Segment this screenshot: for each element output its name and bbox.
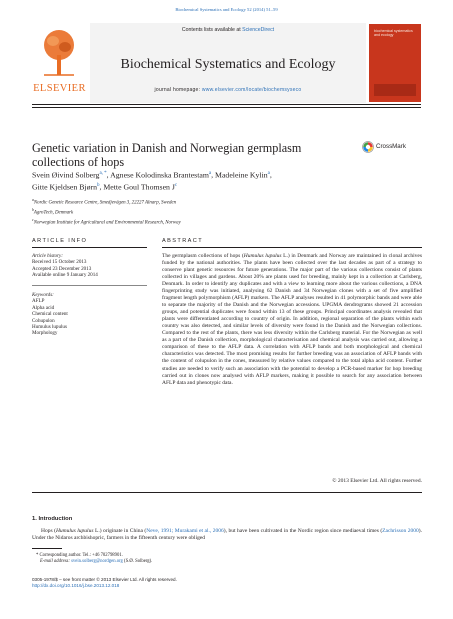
elsevier-tree-icon [42, 27, 76, 77]
crossmark-badge[interactable] [362, 140, 422, 154]
keyword-item: Chemical content [32, 311, 68, 318]
copyright-notice: © 2013 Elsevier Ltd. All rights reserved. [332, 478, 422, 484]
history-accepted: Accepted 23 December 2013 [32, 265, 92, 272]
abstract-part-2: L.) in Denmark and Norway are maintained in clonal archives funded by the national authorities. The plants have been collected over the last decades as part of a strategy to conserve plant genetic resources for future generations. The major part of the various collections consist of plants collected in villages and gardens. About 20% are plants used for breeding, mainly kept in a collection at Carlsberg, Denmark. In order to identify any duplicates and with a view to learning more about the various collections, a DNA fingerprinting study was initiated, analysing 62 Danish and 34 Norwegian clones with a set of five amplified fragment length polymorphism (AFLP) markers. The AFLP analyses resulted in 41 polymorphic bands and were able to separate the majority of the Danish and the Norwegian accessions. UPGMA dendrograms showed 21 accession groups, and potential duplicates were found within 13 of these groups. Principal coordinates analysis revealed that plants were differentiated according to country of origin. In addition, regional separation of the plants within each country was also detected, and similar levels of diversity were found in the Danish and the Norwegian collections. Compared to the rest of the plants, there was less diversity within the Carlsberg material. For the Norwegian as well as a part of the Danish collection, morphological characterisation and chemical analysis was carried out, allowing a comparison of these to the AFLP data. A correlation with AFLP bands and both morphological and chemical characteristics was detected. The most promising results for further breeding was an association of AFLP bands with the content of colupulon in the cones, measured by relative values compared to the total alpha acid content. Further studies are needed to verify such an association with the potential to develop a PCR-based marker for hop breeding carried out in clones now analysed with AFLP markers, making it possible to search for any association between AFLP data and phenotypic data. [162, 253, 423, 386]
contents-availability [90, 27, 366, 33]
email-link[interactable]: svein.solberg@nordgen.org [71, 559, 123, 564]
article-info-heading: ARTICLE INFO [32, 238, 88, 244]
journal-title[interactable]: Biochemical Systematics and Ecology [120, 57, 336, 72]
intro-part-2: L.) originate in China ( [93, 528, 147, 534]
abstract-species: Humulus lupulus [243, 253, 282, 259]
intro-part-1: Hops ( [41, 528, 56, 534]
homepage-url-link[interactable]: www.elsevier.com/locate/biochemsyseco [201, 87, 302, 93]
affiliation-marker: a [32, 198, 34, 202]
introduction-text [32, 528, 422, 542]
keywords-label: Keywords: [32, 292, 54, 298]
section-heading-introduction: 1. Introduction [32, 516, 73, 522]
journal-banner [32, 23, 421, 103]
affiliation-text: AgroTech, Denmark [33, 210, 74, 216]
crossmark-icon [362, 141, 374, 153]
abstract-end-rule [32, 492, 422, 493]
authors-line-1 [32, 169, 422, 181]
email-label: E-mail address: [40, 559, 72, 564]
intro-part-4: ). Under the Nidaros archbishopric, farmers in the fifteenth century were obliged [32, 528, 423, 541]
keyword-item: Cohupulon [32, 317, 55, 324]
affiliation-text: Nordic Genetic Resource Centre, Smedjevägen 3, 22227 Alnarp, Sweden [33, 200, 177, 206]
author-name[interactable]: Madeleine Kylin [215, 170, 268, 180]
author-separator: , [106, 170, 111, 180]
author-name[interactable]: Mette Goul Thomsen J [103, 182, 175, 192]
keyword-item: Alpha acid [32, 304, 55, 311]
citation-link[interactable]: Zachrisson 2000 [382, 528, 419, 534]
citation-link[interactable]: Neve, 1991; Murakami et al., 2006 [146, 528, 224, 534]
corresponding-author-note: * Corresponding author. Tel.: +46 702798901. [36, 553, 123, 558]
abstract-part-1: The germplasm collections of hops ( [162, 253, 244, 259]
author-name[interactable]: Svein Øivind Solberg [32, 170, 100, 180]
affiliation-item [32, 197, 422, 207]
article-info-rule [32, 247, 147, 248]
email-suffix: (S.Ø. Solberg). [122, 559, 153, 564]
sciencedirect-link[interactable]: ScienceDirect [242, 27, 275, 33]
elsevier-logo[interactable] [32, 25, 87, 100]
header-rule [32, 104, 421, 105]
author-separator: , [211, 170, 216, 180]
footnotes [32, 553, 422, 565]
abstract-heading: ABSTRACT [162, 238, 204, 244]
author-affiliation-marker[interactable]: b [96, 183, 100, 189]
doi-link[interactable]: http://dx.doi.org/10.1016/j.bse.2013.12.018 [32, 583, 120, 588]
intro-part-3: ), but have been cultivated in the Nordic region since mediaeval times ( [223, 528, 383, 534]
author-affiliation-marker[interactable]: a, * [99, 171, 107, 176]
article-title: Genetic variation in Danish and Norwegian germplasm collections of hops [32, 141, 302, 169]
journal-citation[interactable]: Biochemical Systematics and Ecology 52 (2014) 51–59 [175, 7, 278, 12]
keywords [32, 292, 142, 337]
contents-prefix: Contents lists available at [181, 27, 243, 33]
article-history [32, 253, 142, 279]
bottom-matter [32, 577, 422, 589]
intro-species: Humulus lupulus [55, 528, 94, 534]
header-rule-thin [32, 107, 421, 108]
affiliation-marker: c [32, 218, 34, 223]
author-affiliation-marker[interactable]: a [267, 171, 270, 176]
abstract-text [162, 253, 422, 387]
author-separator: , [269, 170, 272, 180]
keyword-item: AFLP [32, 298, 45, 305]
keyword-item: Morphology [32, 330, 58, 337]
cover-band [374, 84, 416, 96]
affiliation-item [32, 207, 422, 217]
crossmark-label: CrossMark [376, 143, 406, 150]
author-list [32, 169, 422, 193]
cover-title: biochemical systematics and ecology [374, 29, 413, 38]
history-label: Article history: [32, 253, 63, 259]
journal-homepage [90, 87, 366, 93]
history-online: Available online 9 January 2014 [32, 272, 98, 279]
author-name[interactable]: Gitte Kjeldsen Bjørn [32, 182, 97, 192]
author-affiliation-marker[interactable]: c [174, 183, 178, 189]
footnote-rule [32, 548, 62, 549]
affiliations [32, 197, 422, 228]
authors-line-2 [32, 181, 422, 193]
keyword-item: Humulus lupulus [32, 324, 67, 331]
author-affiliation-marker[interactable]: a [208, 171, 212, 176]
journal-cover-thumbnail[interactable] [369, 24, 421, 102]
affiliation-item [32, 217, 422, 227]
homepage-prefix: journal homepage: [154, 87, 202, 93]
issn-line: 0305-1978/$ – see front matter © 2013 Elsevier Ltd. All rights reserved. [32, 577, 177, 582]
elsevier-wordmark: ELSEVIER [33, 83, 86, 94]
affiliation-text: Norwegian Institute for Agricultural and Environmental Research, Norway [33, 221, 181, 227]
author-name[interactable]: Agnese Kolodinska Brantestam [110, 170, 209, 180]
email-note [32, 559, 422, 565]
author-separator: , [99, 182, 104, 192]
history-received: Received 15 October 2013 [32, 259, 87, 266]
journal-header-box [90, 23, 366, 103]
affiliation-marker: b [32, 208, 34, 213]
abstract-rule [162, 247, 422, 248]
